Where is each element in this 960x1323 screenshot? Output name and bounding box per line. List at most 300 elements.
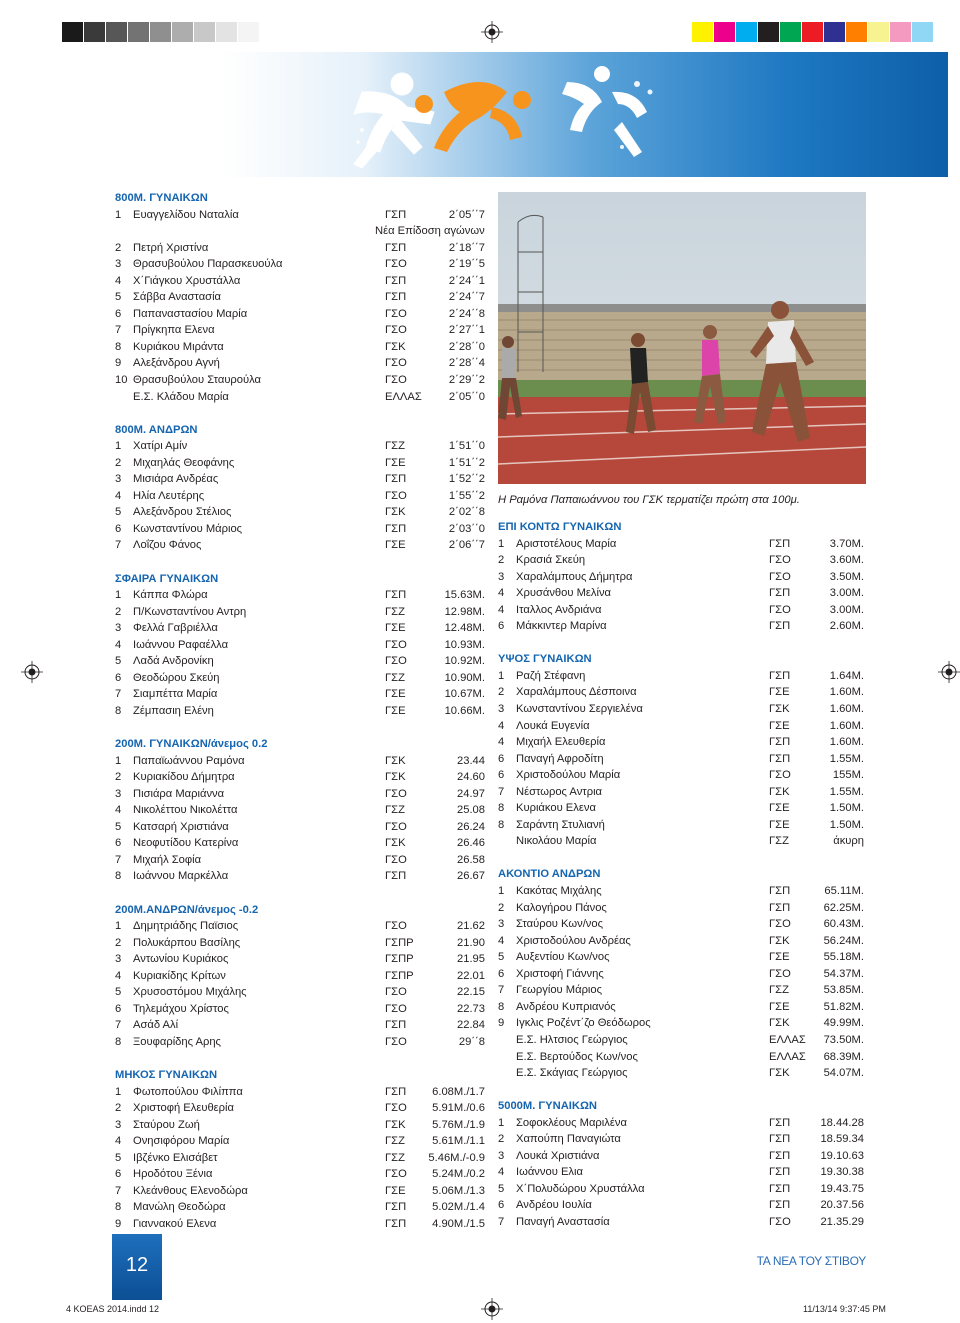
result-value: 2΄24΄΄7 <box>448 291 485 304</box>
result-value: 22.15 <box>457 986 485 999</box>
result-row <box>498 668 866 685</box>
results-column-right <box>498 519 866 1231</box>
result-value: 21.62 <box>457 920 485 933</box>
rank: 2 <box>498 554 505 567</box>
result-row <box>498 767 866 784</box>
club-code: ΕΛΛΑΣ <box>769 1033 806 1046</box>
athlete-name: Χρυσοστόμου Μιχάλης <box>133 986 247 999</box>
club-code: ΓΣΠ <box>385 522 407 535</box>
result-row <box>498 833 866 850</box>
result-value: 1΄52΄΄2 <box>448 473 485 486</box>
athlete-name: Ευαγγελίδου Ναταλία <box>133 208 239 221</box>
result-row <box>498 1214 866 1231</box>
club-code: ΓΣΟ <box>769 967 791 980</box>
athlete-name: Θεοδώρου Σκεύη <box>133 671 220 684</box>
result-value: 49.99Μ. <box>823 1017 864 1030</box>
rank: 6 <box>115 1002 122 1015</box>
athlete-name: Φελλά Γαβριέλλα <box>133 622 218 635</box>
result-row <box>498 1197 866 1214</box>
club-code: ΓΣΚ <box>769 1017 790 1030</box>
result-value: 10.66Μ. <box>444 704 485 717</box>
athlete-name: Γιαννακού Ελενα <box>133 1217 217 1230</box>
result-row <box>115 504 487 521</box>
athlete-name: Σταύρου Ζωή <box>133 1118 200 1131</box>
club-code: ΓΣΠ <box>769 620 791 633</box>
result-row <box>115 852 487 869</box>
result-row <box>115 207 487 224</box>
result-row <box>115 471 487 488</box>
club-code: ΓΣΠ <box>769 669 791 682</box>
club-code: ΓΣΠ <box>769 1166 791 1179</box>
color-registration-bar <box>692 22 934 42</box>
rank: 6 <box>115 837 122 850</box>
result-value: 2΄05΄΄7 <box>448 208 485 221</box>
result-row <box>498 1032 866 1049</box>
rank: 4 <box>498 736 505 749</box>
athlete-name: Χ΄Πολυδώρου Χρυστάλλα <box>516 1182 645 1195</box>
rank: 4 <box>115 638 122 651</box>
club-code: ΓΣΕ <box>385 1184 406 1197</box>
rank: 2 <box>115 771 122 784</box>
color-swatch <box>846 22 867 42</box>
rank: 8 <box>115 340 122 353</box>
result-row <box>115 372 487 389</box>
athlete-name: Χριστοφή Γιάννης <box>516 967 604 980</box>
result-value: 18.59.34 <box>820 1133 864 1146</box>
athlete-name: Κάππα Φλώρα <box>133 589 208 602</box>
result-value: 2΄27΄΄1 <box>448 324 485 337</box>
athlete-name: Ιβζένκο Ελισάβετ <box>133 1151 218 1164</box>
result-row <box>498 1181 866 1198</box>
rank: 7 <box>498 785 505 798</box>
result-row <box>115 1199 487 1216</box>
result-row <box>498 1164 866 1181</box>
rank: 3 <box>115 473 122 486</box>
club-code: ΓΣΚ <box>385 506 406 519</box>
club-code: ΓΣΟ <box>385 655 407 668</box>
color-swatch <box>780 22 801 42</box>
result-row <box>115 604 487 621</box>
club-code: ΓΣΠ <box>769 1182 791 1195</box>
club-code: ΓΣΖ <box>385 1135 405 1148</box>
rank: 9 <box>115 1217 122 1230</box>
club-code: ΓΣΠ <box>385 589 407 602</box>
result-row <box>115 686 487 703</box>
athlete-name: Κλεάνθους Ελενοδώρα <box>133 1184 248 1197</box>
result-value: 51.82Μ. <box>823 1000 864 1013</box>
club-code: ΓΣΟ <box>385 920 407 933</box>
section-title: ΣΦΑΙΡΑ ΓΥΝΑΙΚΩΝ <box>115 572 219 585</box>
result-row <box>115 670 487 687</box>
club-code: ΓΣΟ <box>385 1168 407 1181</box>
club-code: ΓΣΠ <box>769 537 791 550</box>
club-code: ΓΣΠ <box>769 901 791 914</box>
result-value: 65.11Μ. <box>824 885 864 898</box>
club-code: ΓΣΚ <box>385 771 406 784</box>
athlete-name: Χαπούπη Παναγιώτα <box>516 1133 621 1146</box>
result-value: 1.55Μ. <box>829 785 864 798</box>
athlete-name: Κυριάκου Ελενα <box>516 802 596 815</box>
result-row <box>498 900 866 917</box>
color-swatch <box>150 22 171 42</box>
result-value: 19.43.75 <box>820 1182 864 1195</box>
athlete-name: Παπαναστασίου Μαρία <box>133 307 248 320</box>
result-value: 26.46 <box>457 837 485 850</box>
athlete-name: Δημητριάδης Παϊσιος <box>133 920 239 933</box>
athlete-name: Ιγκλις Ροζέντ΄ζο Θεόδωρος <box>516 1017 651 1030</box>
result-value: 12.48Μ. <box>444 622 485 635</box>
athlete-name: Καλογήρου Πάνος <box>516 901 607 914</box>
result-row <box>115 951 487 968</box>
club-code: ΓΣΠ <box>769 1116 791 1129</box>
color-swatch <box>802 22 823 42</box>
result-value: 12.98Μ. <box>444 605 485 618</box>
rank: 7 <box>115 1019 122 1032</box>
result-value: 54.07Μ. <box>823 1067 864 1080</box>
club-code: ΓΣΠ <box>385 870 407 883</box>
club-code: ΓΣΟ <box>385 1002 407 1015</box>
club-code: ΓΣΠ <box>769 885 791 898</box>
rank: 2 <box>498 686 505 699</box>
club-code: ΓΣΟ <box>769 918 791 931</box>
result-value: 56.24Μ. <box>823 934 864 947</box>
athlete-name: Κρασιά Σκεύη <box>516 554 586 567</box>
athlete-name: Σάββα Αναστασία <box>133 291 222 304</box>
result-value: 10.93Μ. <box>444 638 485 651</box>
result-row <box>115 802 487 819</box>
result-value: 5.24Μ./0.2 <box>432 1168 485 1181</box>
color-swatch <box>84 22 105 42</box>
rank: 4 <box>498 603 505 616</box>
color-swatch <box>172 22 193 42</box>
club-code: ΓΣΠ <box>385 274 407 287</box>
athlete-name: Αλεξάνδρου Στέλιος <box>133 506 232 519</box>
result-value: 25.08 <box>457 804 485 817</box>
color-swatch <box>216 22 237 42</box>
result-value: 2΄05΄΄0 <box>448 390 485 403</box>
athlete-name: Λουκά Χριστιάνα <box>516 1149 600 1162</box>
athlete-name: Ιωάννου Ελια <box>516 1166 583 1179</box>
section-title: ΑΚΟΝΤΙΟ ΑΝΔΡΩΝ <box>498 868 601 881</box>
club-code: ΓΣΠ <box>385 1019 407 1032</box>
result-value: 1.50Μ. <box>829 818 864 831</box>
club-code: ΓΣΖ <box>769 835 789 848</box>
athlete-name: Νεοφυτίδου Κατερίνα <box>133 837 239 850</box>
result-row <box>498 883 866 900</box>
athlete-name: Θρασυβούλου Σταυρούλα <box>133 374 262 387</box>
result-value: 3.60Μ. <box>829 554 864 567</box>
athlete-name: Μιχαήλ Ελευθερία <box>516 736 606 749</box>
section-spacer <box>498 635 866 652</box>
club-code: ΓΣΟ <box>385 820 407 833</box>
color-swatch <box>128 22 149 42</box>
result-value: 22.01 <box>457 969 485 982</box>
athlete-name: Παναγή Αναστασία <box>516 1215 610 1228</box>
athlete-name: Χριστοδούλου Μαρία <box>516 769 621 782</box>
athlete-name: Πολυκάρπου Βασίλης <box>133 936 241 949</box>
athlete-name: Τηλεμάχου Χρίστος <box>133 1002 229 1015</box>
athlete-name: Σιαμπέττα Μαρία <box>133 688 218 701</box>
athlete-name: Πρίγκηπα Ελενα <box>133 324 215 337</box>
record-note: Νέα Επίδοση αγώνων <box>375 225 485 238</box>
rank: 6 <box>498 967 505 980</box>
club-code: ΓΣΟ <box>769 769 791 782</box>
result-row <box>498 1049 866 1066</box>
result-row <box>115 1183 487 1200</box>
rank: 1 <box>115 920 122 933</box>
club-code: ΓΣΟ <box>385 489 407 502</box>
club-code: ΓΣΟ <box>385 324 407 337</box>
club-code: ΓΣΚ <box>385 754 406 767</box>
rank: 1 <box>498 885 505 898</box>
result-row <box>115 769 487 786</box>
color-swatch <box>758 22 779 42</box>
result-value: 2΄03΄΄0 <box>448 522 485 535</box>
club-code: ΓΣΟ <box>769 570 791 583</box>
result-value: 5.76Μ./1.9 <box>432 1118 485 1131</box>
club-code: ΓΣΕ <box>769 719 790 732</box>
result-value: 19.30.38 <box>820 1166 864 1179</box>
result-row <box>115 273 487 290</box>
section-title: 200Μ. ΓΥΝΑΙΚΩΝ/άνεμος 0.2 <box>115 738 268 751</box>
club-code: ΓΣΠ <box>769 1199 791 1212</box>
result-row <box>115 1150 487 1167</box>
rank: 7 <box>115 539 122 552</box>
club-code: ΓΣΠ <box>385 208 407 221</box>
club-code: ΓΣΚ <box>385 340 406 353</box>
athlete-name: Μάκκιντερ Μαρίνα <box>516 620 607 633</box>
athlete-name: Πετρή Χριστίνα <box>133 241 209 254</box>
rank: 3 <box>498 1149 505 1162</box>
athlete-name: Ξουφαρίδης Αρης <box>133 1035 221 1048</box>
result-row <box>115 1100 487 1117</box>
rank: 2 <box>115 241 122 254</box>
club-code: ΓΣΟ <box>385 374 407 387</box>
result-value: 10.90Μ. <box>444 671 485 684</box>
result-row <box>115 339 487 356</box>
rank: 2 <box>498 901 505 914</box>
section-spacer <box>498 850 866 867</box>
result-row <box>115 389 487 406</box>
result-value: 5.46Μ./-0.9 <box>428 1151 485 1164</box>
color-swatch <box>824 22 845 42</box>
registration-mark-icon <box>938 661 960 683</box>
athlete-name: Ε.Σ. Ηλτσιος Γεώργιος <box>516 1033 628 1046</box>
result-row <box>498 1131 866 1148</box>
result-row <box>498 949 866 966</box>
section-spacer <box>115 405 487 422</box>
rank: 3 <box>115 258 122 271</box>
registration-mark-icon <box>21 661 43 683</box>
result-row <box>115 488 487 505</box>
result-row <box>115 223 487 240</box>
rank: 6 <box>115 307 122 320</box>
rank: 4 <box>498 934 505 947</box>
rank: 6 <box>498 1199 505 1212</box>
athlete-name: Νικολέττου Νικολέττα <box>133 804 238 817</box>
result-row <box>498 817 866 834</box>
result-row <box>498 1015 866 1032</box>
club-code: ΓΣΠ <box>385 1085 407 1098</box>
rank: 3 <box>498 570 505 583</box>
athlete-name: Σαράντη Στυλιανή <box>516 818 605 831</box>
result-row <box>115 289 487 306</box>
result-row <box>115 1117 487 1134</box>
rank: 6 <box>498 752 505 765</box>
club-code: ΓΣΚ <box>769 934 790 947</box>
footer-brand: ΤΑ ΝΕΑ ΤΟΥ ΣΤΙΒΟΥ <box>756 1254 866 1268</box>
result-value: 10.67Μ. <box>444 688 485 701</box>
athlete-name: Αλεξάνδρου Αγνή <box>133 357 220 370</box>
athlete-name: Παναγή Αφροδίτη <box>516 752 604 765</box>
result-row <box>498 933 866 950</box>
club-code: ΓΣΖ <box>385 671 405 684</box>
athlete-name: Σοφοκλέους Μαριλένα <box>516 1116 627 1129</box>
race-photo <box>498 192 866 484</box>
club-code: ΓΣΖ <box>385 440 405 453</box>
athlete-name: Κυριάκου Μιράντα <box>133 340 224 353</box>
result-value: 29΄΄8 <box>458 1035 485 1048</box>
club-code: ΓΣΕ <box>385 704 406 717</box>
rank: 2 <box>115 605 122 618</box>
athlete-name: Χρυσάνθου Μελίνα <box>516 587 612 600</box>
rank: 5 <box>115 986 122 999</box>
athlete-name: Ε.Σ. Σκάγιας Γεώργιος <box>516 1067 628 1080</box>
result-value: 2΄28΄΄0 <box>448 340 485 353</box>
rank: 8 <box>115 1035 122 1048</box>
result-value: 62.25Μ. <box>823 901 864 914</box>
athlete-name: Κωνσταντίνου Μάριος <box>133 522 243 535</box>
result-value: άκυρη <box>833 835 864 848</box>
club-code: ΓΣΟ <box>385 638 407 651</box>
athlete-name: Νικολάου Μαρία <box>516 835 597 848</box>
rank: 8 <box>498 818 505 831</box>
club-code: ΓΣΕ <box>769 802 790 815</box>
result-row <box>115 1034 487 1051</box>
club-code: ΓΣΠΡ <box>385 953 414 966</box>
athlete-name: Ιωάννου Μαρκέλλα <box>133 870 229 883</box>
rank: 7 <box>115 853 122 866</box>
result-value: 22.84 <box>457 1019 485 1032</box>
rank: 4 <box>115 969 122 982</box>
result-row <box>115 240 487 257</box>
athlete-name: Γεωργίου Μάριος <box>516 984 603 997</box>
result-row <box>498 1065 866 1082</box>
result-row <box>115 1166 487 1183</box>
rank: 4 <box>115 1135 122 1148</box>
athlete-name: Χαραλάμπους Δήμητρα <box>516 570 633 583</box>
result-value: 5.02Μ./1.4 <box>432 1201 485 1214</box>
result-value: 21.95 <box>457 953 485 966</box>
rank: 1 <box>115 208 122 221</box>
result-row <box>115 918 487 935</box>
athlete-name: Λαδά Ανδρονίκη <box>133 655 214 668</box>
club-code: ΓΣΟ <box>385 357 407 370</box>
rank: 8 <box>498 1000 505 1013</box>
section-title: 800Μ. ΑΝΔΡΩΝ <box>115 423 198 436</box>
athlete-name: Ηροδότου Ξένια <box>133 1168 213 1181</box>
result-value: 26.67 <box>457 870 485 883</box>
result-value: 55.18Μ. <box>823 951 864 964</box>
rank: 3 <box>115 1118 122 1131</box>
result-value: 1.55Μ. <box>829 752 864 765</box>
club-code: ΓΣΠ <box>769 587 791 600</box>
result-value: 60.43Μ. <box>823 918 864 931</box>
result-value: 15.63Μ. <box>444 589 485 602</box>
result-value: 2.60Μ. <box>829 620 864 633</box>
color-swatch <box>238 22 259 42</box>
club-code: ΓΣΕ <box>769 686 790 699</box>
result-value: 21.90 <box>457 936 485 949</box>
header-banner <box>62 52 948 177</box>
result-value: 1.60Μ. <box>829 686 864 699</box>
result-row <box>115 819 487 836</box>
club-code: ΓΣΠ <box>385 1201 407 1214</box>
result-row <box>115 355 487 372</box>
result-row <box>498 701 866 718</box>
section-title: 5000Μ. ΓΥΝΑΙΚΩΝ <box>498 1100 598 1113</box>
rank: 3 <box>115 787 122 800</box>
athlete-name: Ιταλλος Ανδριάνα <box>516 603 602 616</box>
result-value: 1΄55΄΄2 <box>448 489 485 502</box>
club-code: ΓΣΖ <box>385 1151 405 1164</box>
club-code: ΓΣΚ <box>769 1067 790 1080</box>
result-row <box>498 569 866 586</box>
rank: 1 <box>498 1116 505 1129</box>
club-code: ΓΣΕ <box>769 818 790 831</box>
club-code: ΓΣΕ <box>385 688 406 701</box>
rank: 4 <box>115 274 122 287</box>
rank: 3 <box>498 918 505 931</box>
rank: 4 <box>498 719 505 732</box>
result-row <box>115 620 487 637</box>
club-code: ΓΣΟ <box>385 1102 407 1115</box>
athlete-name: Ασάδ Αλί <box>133 1019 179 1032</box>
result-value: 2΄18΄΄7 <box>448 241 485 254</box>
athlete-name: Χριστοδούλου Ανδρέας <box>516 934 631 947</box>
runner-figure-icon <box>354 73 434 168</box>
rank: 5 <box>115 291 122 304</box>
color-swatch <box>260 22 281 42</box>
club-code: ΓΣΠ <box>769 1133 791 1146</box>
result-value: 3.70Μ. <box>829 537 864 550</box>
result-value: 5.91Μ./0.6 <box>432 1102 485 1115</box>
rank: 3 <box>115 622 122 635</box>
rank: 7 <box>115 324 122 337</box>
athlete-name: Αυξεντίου Κων/νος <box>516 951 610 964</box>
result-row <box>498 1148 866 1165</box>
result-row <box>498 718 866 735</box>
athlete-name: Μιχαήλ Σοφία <box>133 853 202 866</box>
rank: 6 <box>498 620 505 633</box>
result-value: 3.00Μ. <box>829 603 864 616</box>
result-value: 1.50Μ. <box>829 802 864 815</box>
result-row <box>115 1001 487 1018</box>
club-code: ΓΣΕ <box>769 1000 790 1013</box>
result-value: 21.35.29 <box>820 1215 864 1228</box>
color-swatch <box>194 22 215 42</box>
print-slug-file: 4 KOEAS 2014.indd 12 <box>66 1304 160 1314</box>
result-value: 19.10.63 <box>820 1149 864 1162</box>
athlete-name: Μισιάρα Ανδρέας <box>133 473 219 486</box>
rank: 6 <box>498 769 505 782</box>
athlete-name: Ηλία Λευτέρης <box>133 489 205 502</box>
result-value: 3.50Μ. <box>829 570 864 583</box>
result-value: 24.97 <box>457 787 485 800</box>
color-swatch <box>868 22 889 42</box>
result-value: 23.44 <box>457 754 485 767</box>
club-code: ΓΣΠ <box>385 291 407 304</box>
